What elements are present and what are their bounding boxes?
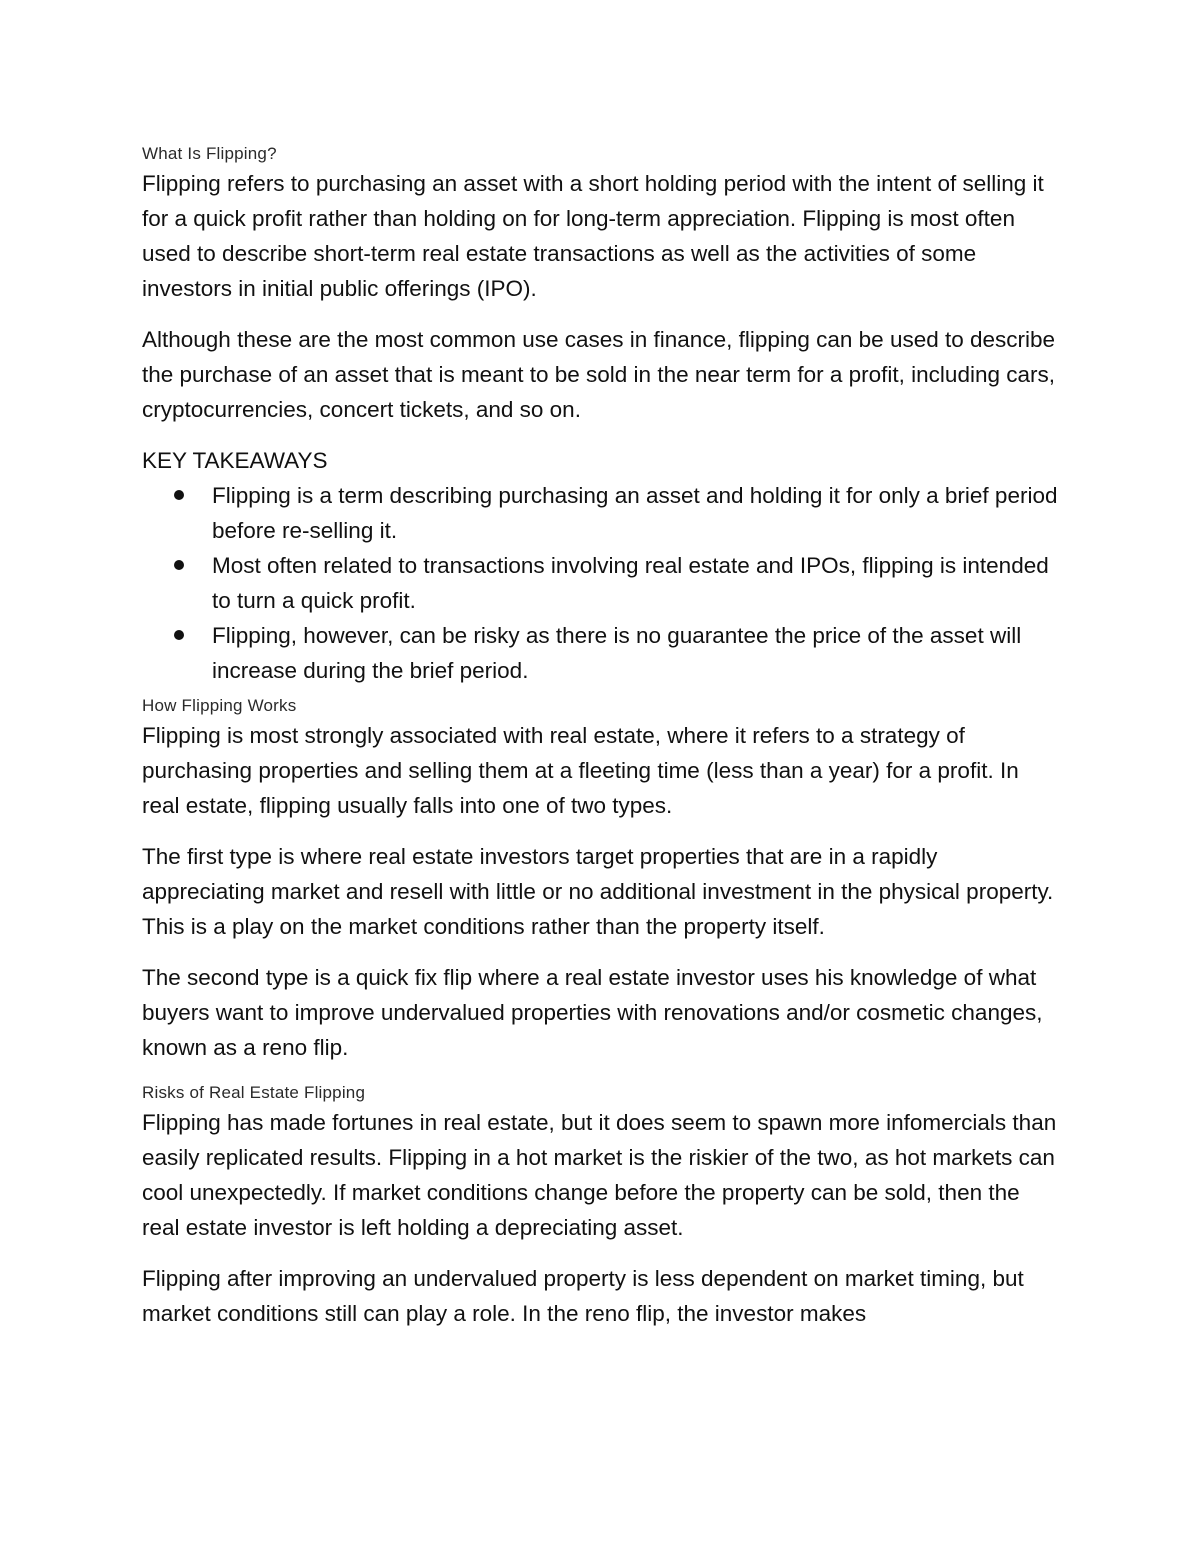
paragraph-what-is-1: Flipping refers to purchasing an asset with a short holding period with the intent of selling it for a quick profit rather than holding on for long-term appreciation. Flipping is most often used to describe short-term real estate transactions as well as the activities of some investors in initial public offerings (IPO). (142, 171, 1044, 301)
paragraph-risks-1: Flipping has made fortunes in real estate, but it does seem to spawn more infomercials than easily replicated results. Flipping in a hot market is the riskier of the two, as hot markets can cool unexpectedly. If market conditions change before the property can be sold, then the real estate investor is left holding a depreciating asset. (142, 1110, 1057, 1240)
paragraph-how-works-1: Flipping is most strongly associated with real estate, where it refers to a strategy of purchasing properties and selling them at a fleeting time (less than a year) for a profit. In real estate, flipping usually falls into one of two types. (142, 723, 1019, 818)
document-page (142, 142, 1062, 1331)
paragraph-how-works-2: The first type is where real estate investors target properties that are in a rapidly appreciating market and resell with little or no additional investment in the physical property. This is a play on the market conditions rather than the property itself. (142, 844, 1054, 939)
heading-key-takeaways: KEY TAKEAWAYS (142, 448, 328, 473)
list-item-text: Flipping is a term describing purchasing an asset and holding it for only a brief period before re-selling it. (212, 483, 1058, 543)
bullet-icon (174, 490, 184, 500)
list-item-text: Flipping, however, can be risky as there is no guarantee the price of the asset will increase during the brief period. (212, 623, 1022, 683)
list-item (142, 478, 1062, 548)
paragraph-how-works-3: The second type is a quick fix flip where a real estate investor uses his knowledge of what buyers want to improve undervalued properties with renovations and/or cosmetic changes, known as a reno flip. (142, 965, 1043, 1060)
list-item-text: Most often related to transactions involving real estate and IPOs, flipping is intended to turn a quick profit. (212, 553, 1049, 613)
heading-how-flipping-works: How Flipping Works (142, 696, 297, 715)
paragraph-what-is-2: Although these are the most common use cases in finance, flipping can be used to describe the purchase of an asset that is meant to be sold in the near term for a profit, including cars, cryptocurrencies, concert tickets, and so on. (142, 327, 1056, 422)
heading-risks: Risks of Real Estate Flipping (142, 1083, 366, 1102)
list-item (142, 618, 1062, 688)
paragraph-risks-2: Flipping after improving an undervalued property is less dependent on market timing, but market conditions still can play a role. In the reno flip, the investor makes (142, 1266, 1024, 1326)
bullet-icon (174, 560, 184, 570)
key-takeaways-list (142, 478, 1062, 688)
bullet-icon (174, 630, 184, 640)
list-item (142, 548, 1062, 618)
heading-what-is-flipping: What Is Flipping? (142, 144, 277, 163)
